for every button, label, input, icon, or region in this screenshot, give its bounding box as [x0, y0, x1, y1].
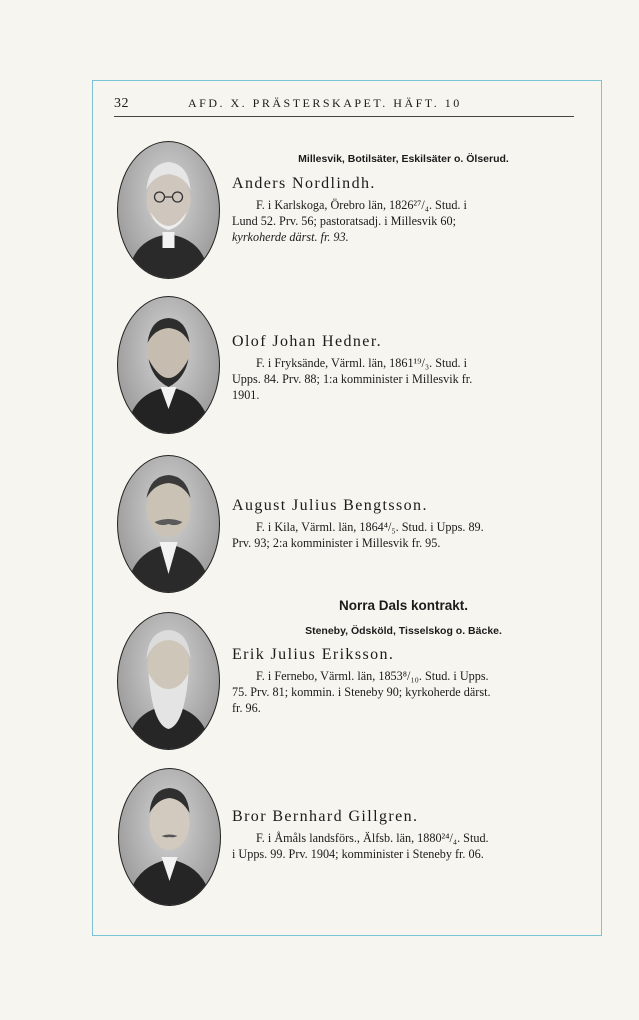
parish-heading-millesvik: Millesvik, Botilsäter, Eskilsäter o. Ölserud. — [298, 153, 509, 165]
person-name: Erik Julius Eriksson. — [232, 646, 395, 663]
bio-line: 1901. — [232, 388, 260, 402]
young-man-portrait-icon — [119, 769, 220, 905]
person-name: Bror Bernhard Gillgren. — [232, 808, 419, 825]
portrait-bror-bernhard-gillgren — [118, 768, 221, 906]
entry-erik-julius-eriksson — [232, 646, 575, 716]
contract-heading: Norra Dals kontrakt. — [338, 598, 469, 613]
bio-line: Prv. 93; 2:a komminister i Millesvik fr. 95. — [232, 536, 441, 550]
mustached-man-portrait-icon — [118, 456, 219, 592]
entry-august-julius-bengtsson — [232, 497, 575, 551]
bio-line: Lund 52. Prv. 56; pastoratsadj. i Millesvik 60; — [232, 214, 456, 228]
portrait-august-julius-bengtsson — [117, 455, 220, 593]
entry-anders-nordlindh — [232, 175, 575, 245]
bearded-man-portrait-icon — [118, 297, 219, 433]
bio-line: F. i Åmåls landsförs., Älfsb. län, 1880²⁴/₄. Stud. — [256, 831, 489, 845]
bio-line: F. i Kila, Värml. län, 1864⁴/₅. Stud. i Upps. 89. — [256, 520, 484, 534]
person-bio — [232, 830, 575, 862]
person-name: Anders Nordlindh. — [232, 175, 376, 192]
page-number: 32 — [114, 96, 129, 111]
person-bio — [232, 519, 575, 551]
bio-line: F. i Fryksände, Värml. län, 1861¹⁹/₃. Stud. i — [256, 356, 468, 370]
long-bearded-man-portrait-icon — [118, 613, 219, 749]
bio-line: i Upps. 99. Prv. 1904; komminister i Steneby fr. 06. — [232, 847, 484, 861]
person-name: Olof Johan Hedner. — [232, 333, 383, 350]
portrait-erik-julius-eriksson — [117, 612, 220, 750]
person-bio — [232, 355, 575, 403]
parish-heading-steneby: Steneby, Ödsköld, Tisselskog o. Bäcke. — [305, 625, 502, 637]
bio-line: F. i Fernebo, Värml. län, 1853⁸/₁₀. Stud. i Upps. — [256, 669, 489, 683]
running-head — [114, 96, 574, 117]
entry-bror-bernhard-gillgren — [232, 808, 575, 862]
bio-line: kyrkoherde därst. fr. 93. — [232, 230, 349, 244]
person-name: August Julius Bengtsson. — [232, 497, 428, 514]
bio-line: 75. Prv. 81; kommin. i Steneby 90; kyrkoherde därst. — [232, 685, 491, 699]
entry-olof-johan-hedner — [232, 333, 575, 403]
bio-line: fr. 96. — [232, 701, 261, 715]
person-bio — [232, 668, 575, 716]
portrait-olof-johan-hedner — [117, 296, 220, 434]
bio-line: F. i Karlskoga, Örebro län, 1826²⁷/₄. Stud. i — [256, 198, 467, 212]
bearded-elder-with-glasses-portrait-icon — [118, 142, 219, 278]
person-bio — [232, 197, 575, 245]
portrait-anders-nordlindh — [117, 141, 220, 279]
bio-line: Upps. 84. Prv. 88; 1:a komminister i Millesvik fr. — [232, 372, 473, 386]
running-title: AFD. X. PRÄSTERSKAPET. HÄFT. 10 — [188, 96, 462, 110]
